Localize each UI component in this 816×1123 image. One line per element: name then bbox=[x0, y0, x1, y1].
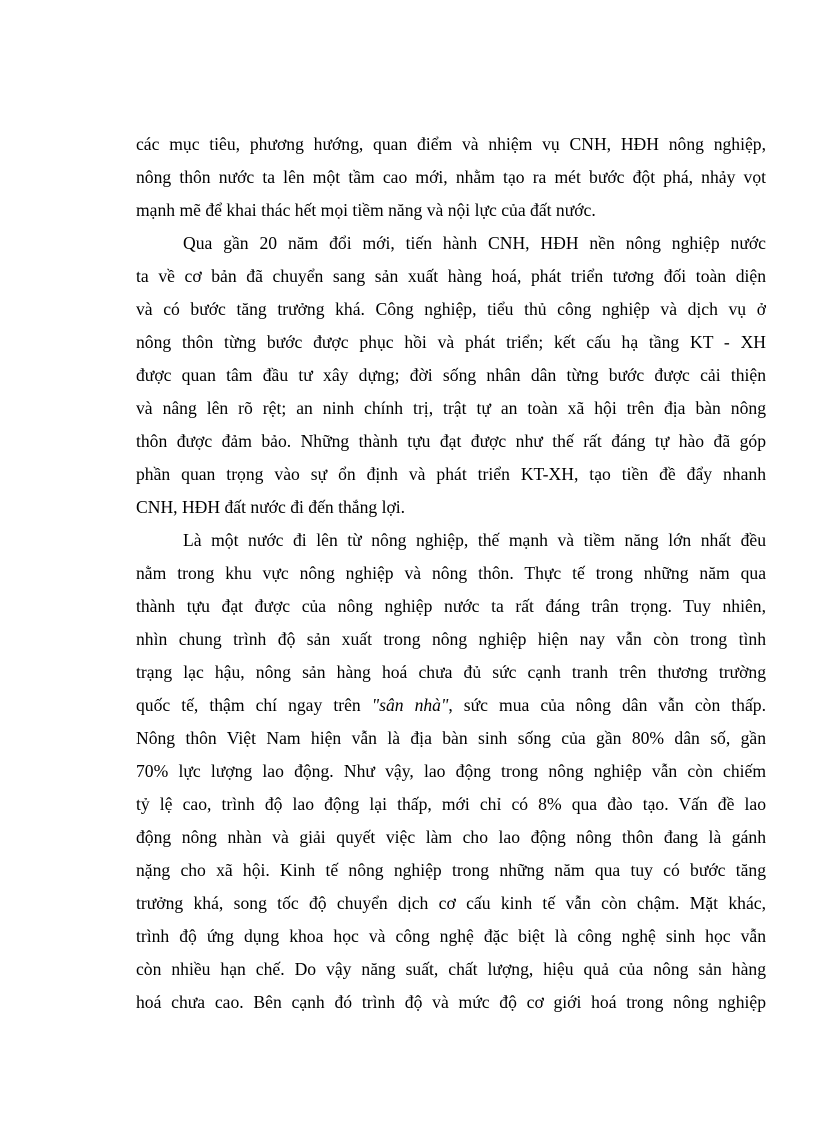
text-line: được quan tâm đầu tư xây dựng; đời sống nhân dân từng bước được cải thiện bbox=[136, 365, 766, 385]
text-line: hoá chưa cao. Bên cạnh đó trình độ và mức độ cơ giới hoá trong nông nghiệp bbox=[136, 992, 766, 1012]
paragraph-1 bbox=[136, 128, 766, 227]
text-line-with-italic bbox=[136, 689, 766, 722]
text-line: và nâng lên rõ rệt; an ninh chính trị, trật tự an toàn xã hội trên địa bàn nông bbox=[136, 398, 766, 418]
text-line: nông thôn nước ta lên một tầm cao mới, nhằm tạo ra mét bước đột phá, nhảy vọt bbox=[136, 167, 766, 187]
text-line: tỷ lệ cao, trình độ lao động lại thấp, mới chỉ có 8% qua đào tạo. Vấn đề lao bbox=[136, 794, 766, 814]
text-segment: quốc tế, thậm chí ngay trên bbox=[136, 695, 372, 715]
text-line: trình độ ứng dụng khoa học và công nghệ đặc biệt là công nghệ sinh học vẫn bbox=[136, 926, 766, 946]
text-line: thành tựu đạt được của nông nghiệp nước ta rất đáng trân trọng. Tuy nhiên, bbox=[136, 596, 766, 616]
text-line: CNH, HĐH đất nước đi đến thắng lợi. bbox=[136, 497, 406, 517]
text-line: trạng lạc hậu, nông sản hàng hoá chưa đủ sức cạnh tranh trên thương trường bbox=[136, 662, 766, 682]
text-line: phần quan trọng vào sự ổn định và phát triển KT-XH, tạo tiền đề đẩy nhanh bbox=[136, 464, 766, 484]
text-line: và có bước tăng trưởng khá. Công nghiệp, tiểu thủ công nghiệp và dịch vụ ở bbox=[136, 299, 766, 319]
text-line: thôn được đảm bảo. Những thành tựu đạt được như thế rất đáng tự hào đã góp bbox=[136, 431, 766, 451]
body-text bbox=[136, 128, 766, 1019]
text-line: Nông thôn Việt Nam hiện vẫn là địa bàn sinh sống của gần 80% dân số, gần bbox=[136, 728, 766, 748]
text-segment: , sức mua của nông dân vẫn còn thấp. bbox=[448, 695, 766, 715]
text-line: nhìn chung trình độ sản xuất trong nông nghiệp hiện nay vẫn còn trong tình bbox=[136, 629, 766, 649]
text-line: trưởng khá, song tốc độ chuyển dịch cơ cấu kinh tế vẫn còn chậm. Mặt khác, bbox=[136, 893, 766, 913]
italic-quote: "sân nhà" bbox=[371, 695, 449, 715]
text-line: nông thôn từng bước được phục hồi và phát triển; kết cấu hạ tầng KT - XH bbox=[136, 332, 766, 352]
text-line: 70% lực lượng lao động. Như vậy, lao động trong nông nghiệp vẫn còn chiếm bbox=[136, 761, 766, 781]
text-line: nặng cho xã hội. Kinh tế nông nghiệp trong những năm qua tuy có bước tăng bbox=[136, 860, 766, 880]
text-line: Là một nước đi lên từ nông nghiệp, thế mạnh và tiềm năng lớn nhất đều bbox=[183, 530, 766, 550]
paragraph-2 bbox=[136, 227, 766, 524]
text-line: mạnh mẽ để khai thác hết mọi tiềm năng và nội lực của đất nước. bbox=[136, 200, 596, 220]
text-line: Qua gần 20 năm đổi mới, tiến hành CNH, HĐH nền nông nghiệp nước bbox=[183, 233, 766, 253]
text-line: còn nhiều hạn chế. Do vậy năng suất, chất lượng, hiệu quả của nông sản hàng bbox=[136, 959, 766, 979]
text-line: ta về cơ bản đã chuyển sang sản xuất hàng hoá, phát triển tương đối toàn diện bbox=[136, 266, 766, 286]
paragraph-3 bbox=[136, 524, 766, 1019]
text-line: động nông nhàn và giải quyết việc làm cho lao động nông thôn đang là gánh bbox=[136, 827, 766, 847]
text-line: nằm trong khu vực nông nghiệp và nông thôn. Thực tế trong những năm qua bbox=[136, 563, 766, 583]
text-line: các mục tiêu, phương hướng, quan điểm và nhiệm vụ CNH, HĐH nông nghiệp, bbox=[136, 134, 766, 154]
